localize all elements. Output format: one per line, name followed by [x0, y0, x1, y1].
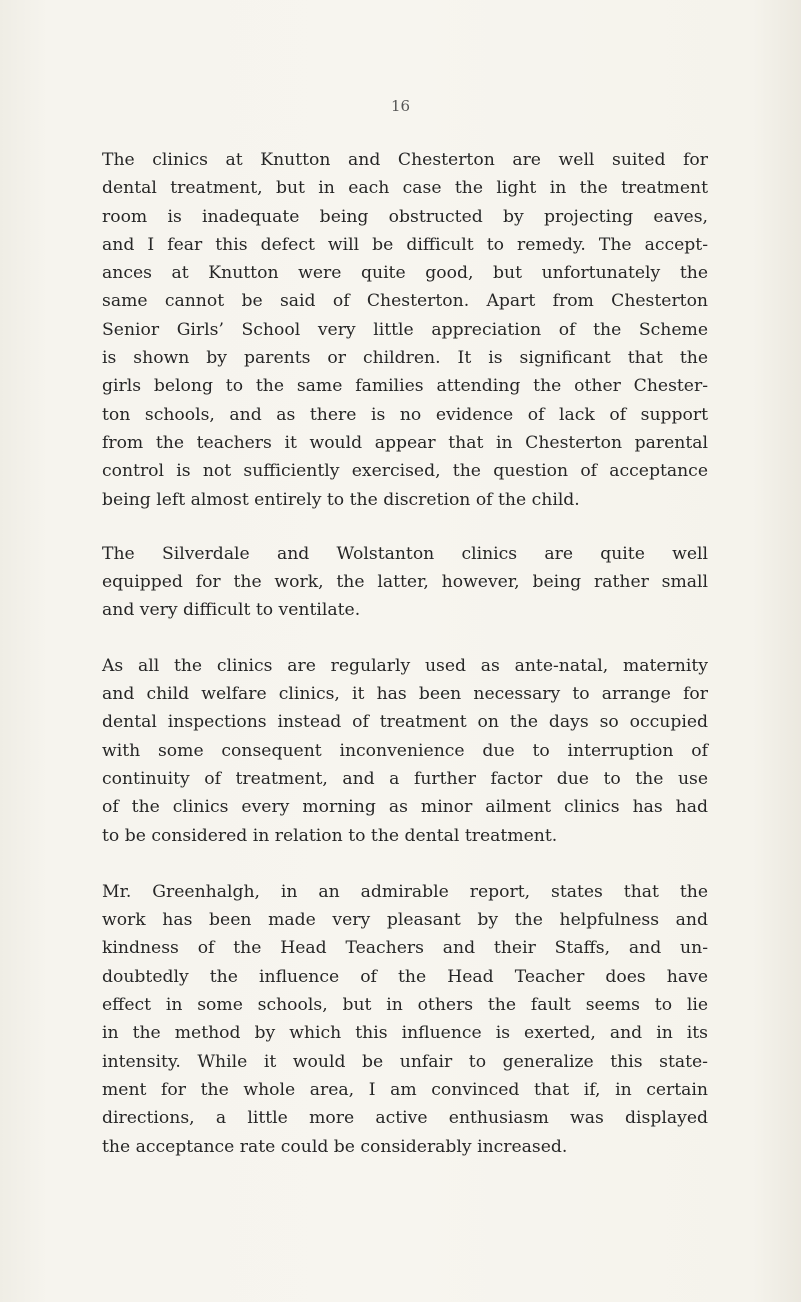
text-line: from the teachers it would appear that in Chesterton parental — [102, 432, 708, 453]
text-line: being left almost entirely to the discretion of the child. — [102, 489, 580, 510]
paragraph-clinics-knutton-chesterton — [102, 146, 708, 514]
text-line: work has been made very pleasant by the helpfulness and — [102, 910, 708, 931]
text-line: room is inadequate being obstructed by projecting eaves, — [102, 206, 708, 227]
text-line: is shown by parents or children. It is significant that the — [102, 348, 708, 369]
text-line: and child welfare clinics, it has been necessary to arrange for — [102, 684, 708, 705]
text-line: kindness of the Head Teachers and their Staffs, and un- — [102, 938, 708, 959]
body-text — [102, 146, 708, 1161]
text-line: doubtedly the influence of the Head Teacher does have — [102, 966, 708, 987]
text-line: in the method by which this influence is exerted, and in its — [102, 1023, 708, 1044]
paragraph-silverdale-wolstanton — [102, 540, 708, 625]
paragraph-spacer — [102, 514, 708, 540]
text-line: dental inspections instead of treatment on the days so occupied — [102, 712, 708, 733]
text-line: ton schools, and as there is no evidence of lack of support — [102, 404, 708, 425]
text-line: and very difficult to ventilate. — [102, 600, 361, 621]
text-line: The Silverdale and Wolstanton clinics are quite well — [102, 543, 708, 564]
text-line: same cannot be said of Chesterton. Apart from Chesterton — [102, 291, 708, 312]
text-line: and I fear this defect will be difficult to remedy. The accept- — [102, 234, 708, 255]
page-number: 16 — [390, 97, 411, 115]
text-line: dental treatment, but in each case the light in the treatment — [102, 178, 708, 199]
text-line: continuity of treatment, and a further factor due to the use — [102, 768, 708, 789]
text-line: Senior Girls’ School very little appreciation of the Scheme — [102, 319, 708, 340]
text-line: ment for the whole area, I am convinced that if, in certain — [102, 1079, 708, 1100]
text-line: with some consequent inconvenience due to interruption of — [102, 740, 708, 761]
paragraph-spacer — [102, 625, 708, 652]
text-line: effect in some schools, but in others the fault seems to lie — [102, 995, 708, 1016]
text-line: ances at Knutton were quite good, but unfortunately the — [102, 263, 708, 284]
text-line: equipped for the work, the latter, however, being rather small — [102, 572, 708, 593]
text-line: As all the clinics are regularly used as ante-natal, maternity — [102, 655, 708, 676]
text-line: intensity. While it would be unfair to generalize this state- — [102, 1051, 708, 1072]
text-line: directions, a little more active enthusiasm was displayed — [102, 1108, 708, 1129]
paragraph-spacer — [102, 850, 708, 878]
text-line: The clinics at Knutton and Chesterton are well suited for — [102, 150, 708, 170]
text-line: Mr. Greenhalgh, in an admirable report, states that the — [102, 881, 708, 902]
text-line: the acceptance rate could be considerably increased. — [102, 1136, 568, 1157]
paragraph-greenhalgh-report — [102, 878, 708, 1161]
paragraph-clinic-usage — [102, 652, 708, 850]
text-line: of the clinics every morning as minor ailment clinics has had — [102, 797, 708, 818]
text-line: girls belong to the same families attending the other Chester- — [102, 376, 708, 397]
text-line: to be considered in relation to the dental treatment. — [102, 825, 558, 846]
text-line: control is not sufficiently exercised, the question of acceptance — [102, 461, 708, 482]
